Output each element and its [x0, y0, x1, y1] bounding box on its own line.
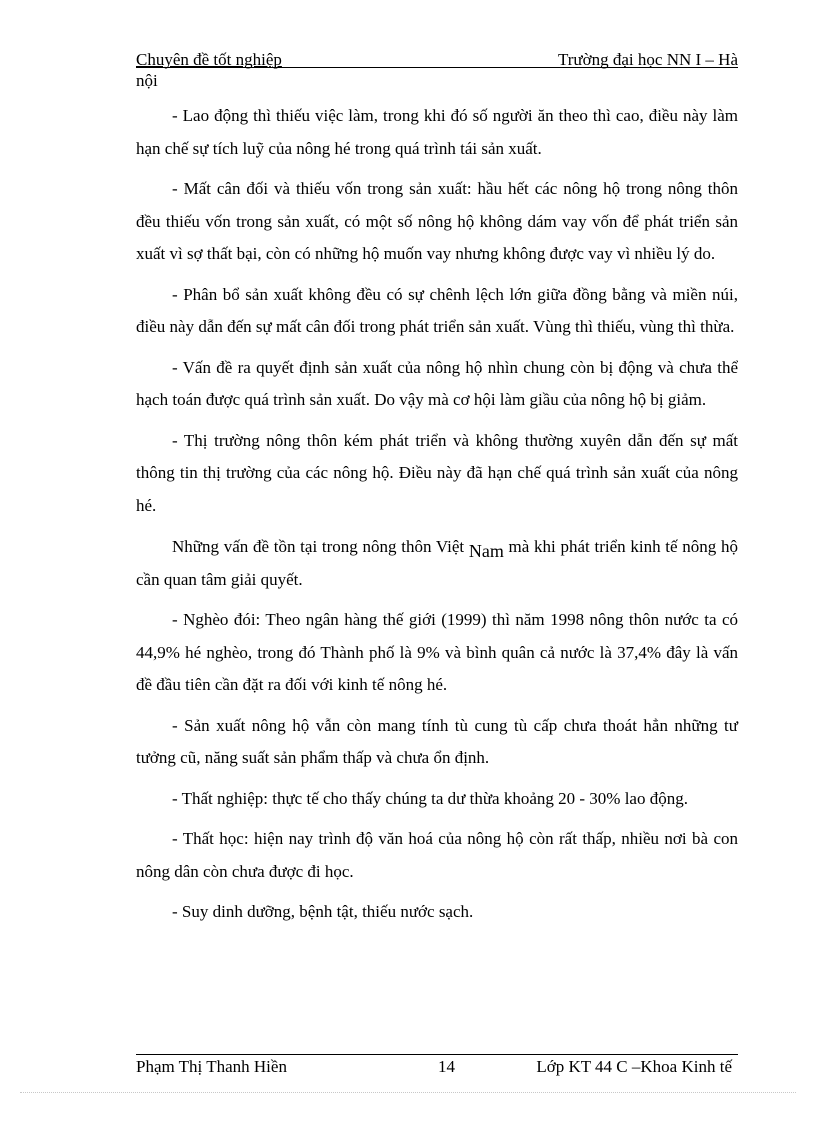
issue-paragraph: - Thất nghiệp: thực tế cho thấy chúng ta dư thừa khoảng 20 - 30% lao động. [172, 788, 688, 808]
page-footer [136, 1057, 738, 1077]
header-title: Chuyên đề tốt nghiệp [136, 50, 282, 69]
footer-rule [136, 1054, 738, 1055]
footer-author: Phạm Thị Thanh Hiền [136, 1057, 287, 1076]
issues-intro-before: Những vấn đề tồn tại trong nông thôn Việt [172, 537, 469, 556]
page-number: 14 [438, 1057, 455, 1076]
issue-paragraph: - Suy dinh dưỡng, bệnh tật, thiếu nước sạch. [172, 902, 474, 921]
issue-paragraph: - Nghèo đói: Theo ngân hàng thế giới (1999) thì năm 1998 nông thôn nước ta có 44,9% hé nghèo, trong đó Thành phố là 9% và bình quân cả nước là 37,4% đây là vấn đề đầu tiên cần đặt ra đối với kinh tế nông hé. [136, 610, 738, 694]
issues-intro-paragraph [136, 530, 738, 596]
header-university: Trường đại học NN I – Hà [557, 50, 738, 69]
footer-class-info: Lớp KT 44 C –Khoa Kinh tế [536, 1057, 732, 1076]
issue-paragraph: - Sản xuất nông hộ vẫn còn mang tính tù cung tù cấp chưa thoát hẳn những tư tưởng cũ, năng suất sản phẩm thấp và chưa ổn định. [136, 715, 738, 767]
issues-intro-after: mà khi phát triển kinh tế nông hộ cần quan tâm giải quyết. [136, 537, 738, 589]
issues-intro-nam: Nam [468, 541, 504, 561]
header-continuation: nội [136, 71, 158, 90]
paragraph: - Vấn đề ra quyết định sản xuất của nông hộ nhìn chung còn bị động và chưa thể hạch toán được quá trình sản xuất. Do vậy mà cơ hội làm giầu của nông hộ bị giảm. [136, 357, 738, 409]
paragraph: - Mất cân đối và thiếu vốn trong sản xuất: hầu hết các nông hộ trong nông thôn đều thiếu vốn trong sản xuất, có một số nông hộ không dám vay vốn để phát triển sản xuất vì sợ thất bại, còn có những hộ muốn vay nhưng không được vay vì nhiều lý do. [136, 179, 738, 263]
header-rule [136, 67, 738, 68]
issue-paragraph: - Thất học: hiện nay trình độ văn hoá của nông hộ còn rất thấp, nhiều nơi bà con nông dân còn chưa được đi học. [136, 829, 738, 881]
document-body [136, 100, 738, 929]
paragraph: - Thị trường nông thôn kém phát triển và không thường xuyên dẫn đến sự mất thông tin thị trường của các nông hộ. Điều này đã hạn chế quá trình sản xuất của nông hé. [136, 430, 738, 515]
page-bottom-divider [20, 1092, 796, 1093]
paragraph: - Lao động thì thiếu việc làm, trong khi đó số người ăn theo thì cao, điều này làm hạn chế sự tích luỹ của nông hé trong quá trình tái sản xuất. [136, 106, 738, 158]
paragraph: - Phân bổ sản xuất không đều có sự chênh lệch lớn giữa đồng bằng và miền núi, điều này dẫn đến sự mất cân đối trong phát triển sản xuất. Vùng thì thiếu, vùng thì thừa. [136, 284, 738, 336]
